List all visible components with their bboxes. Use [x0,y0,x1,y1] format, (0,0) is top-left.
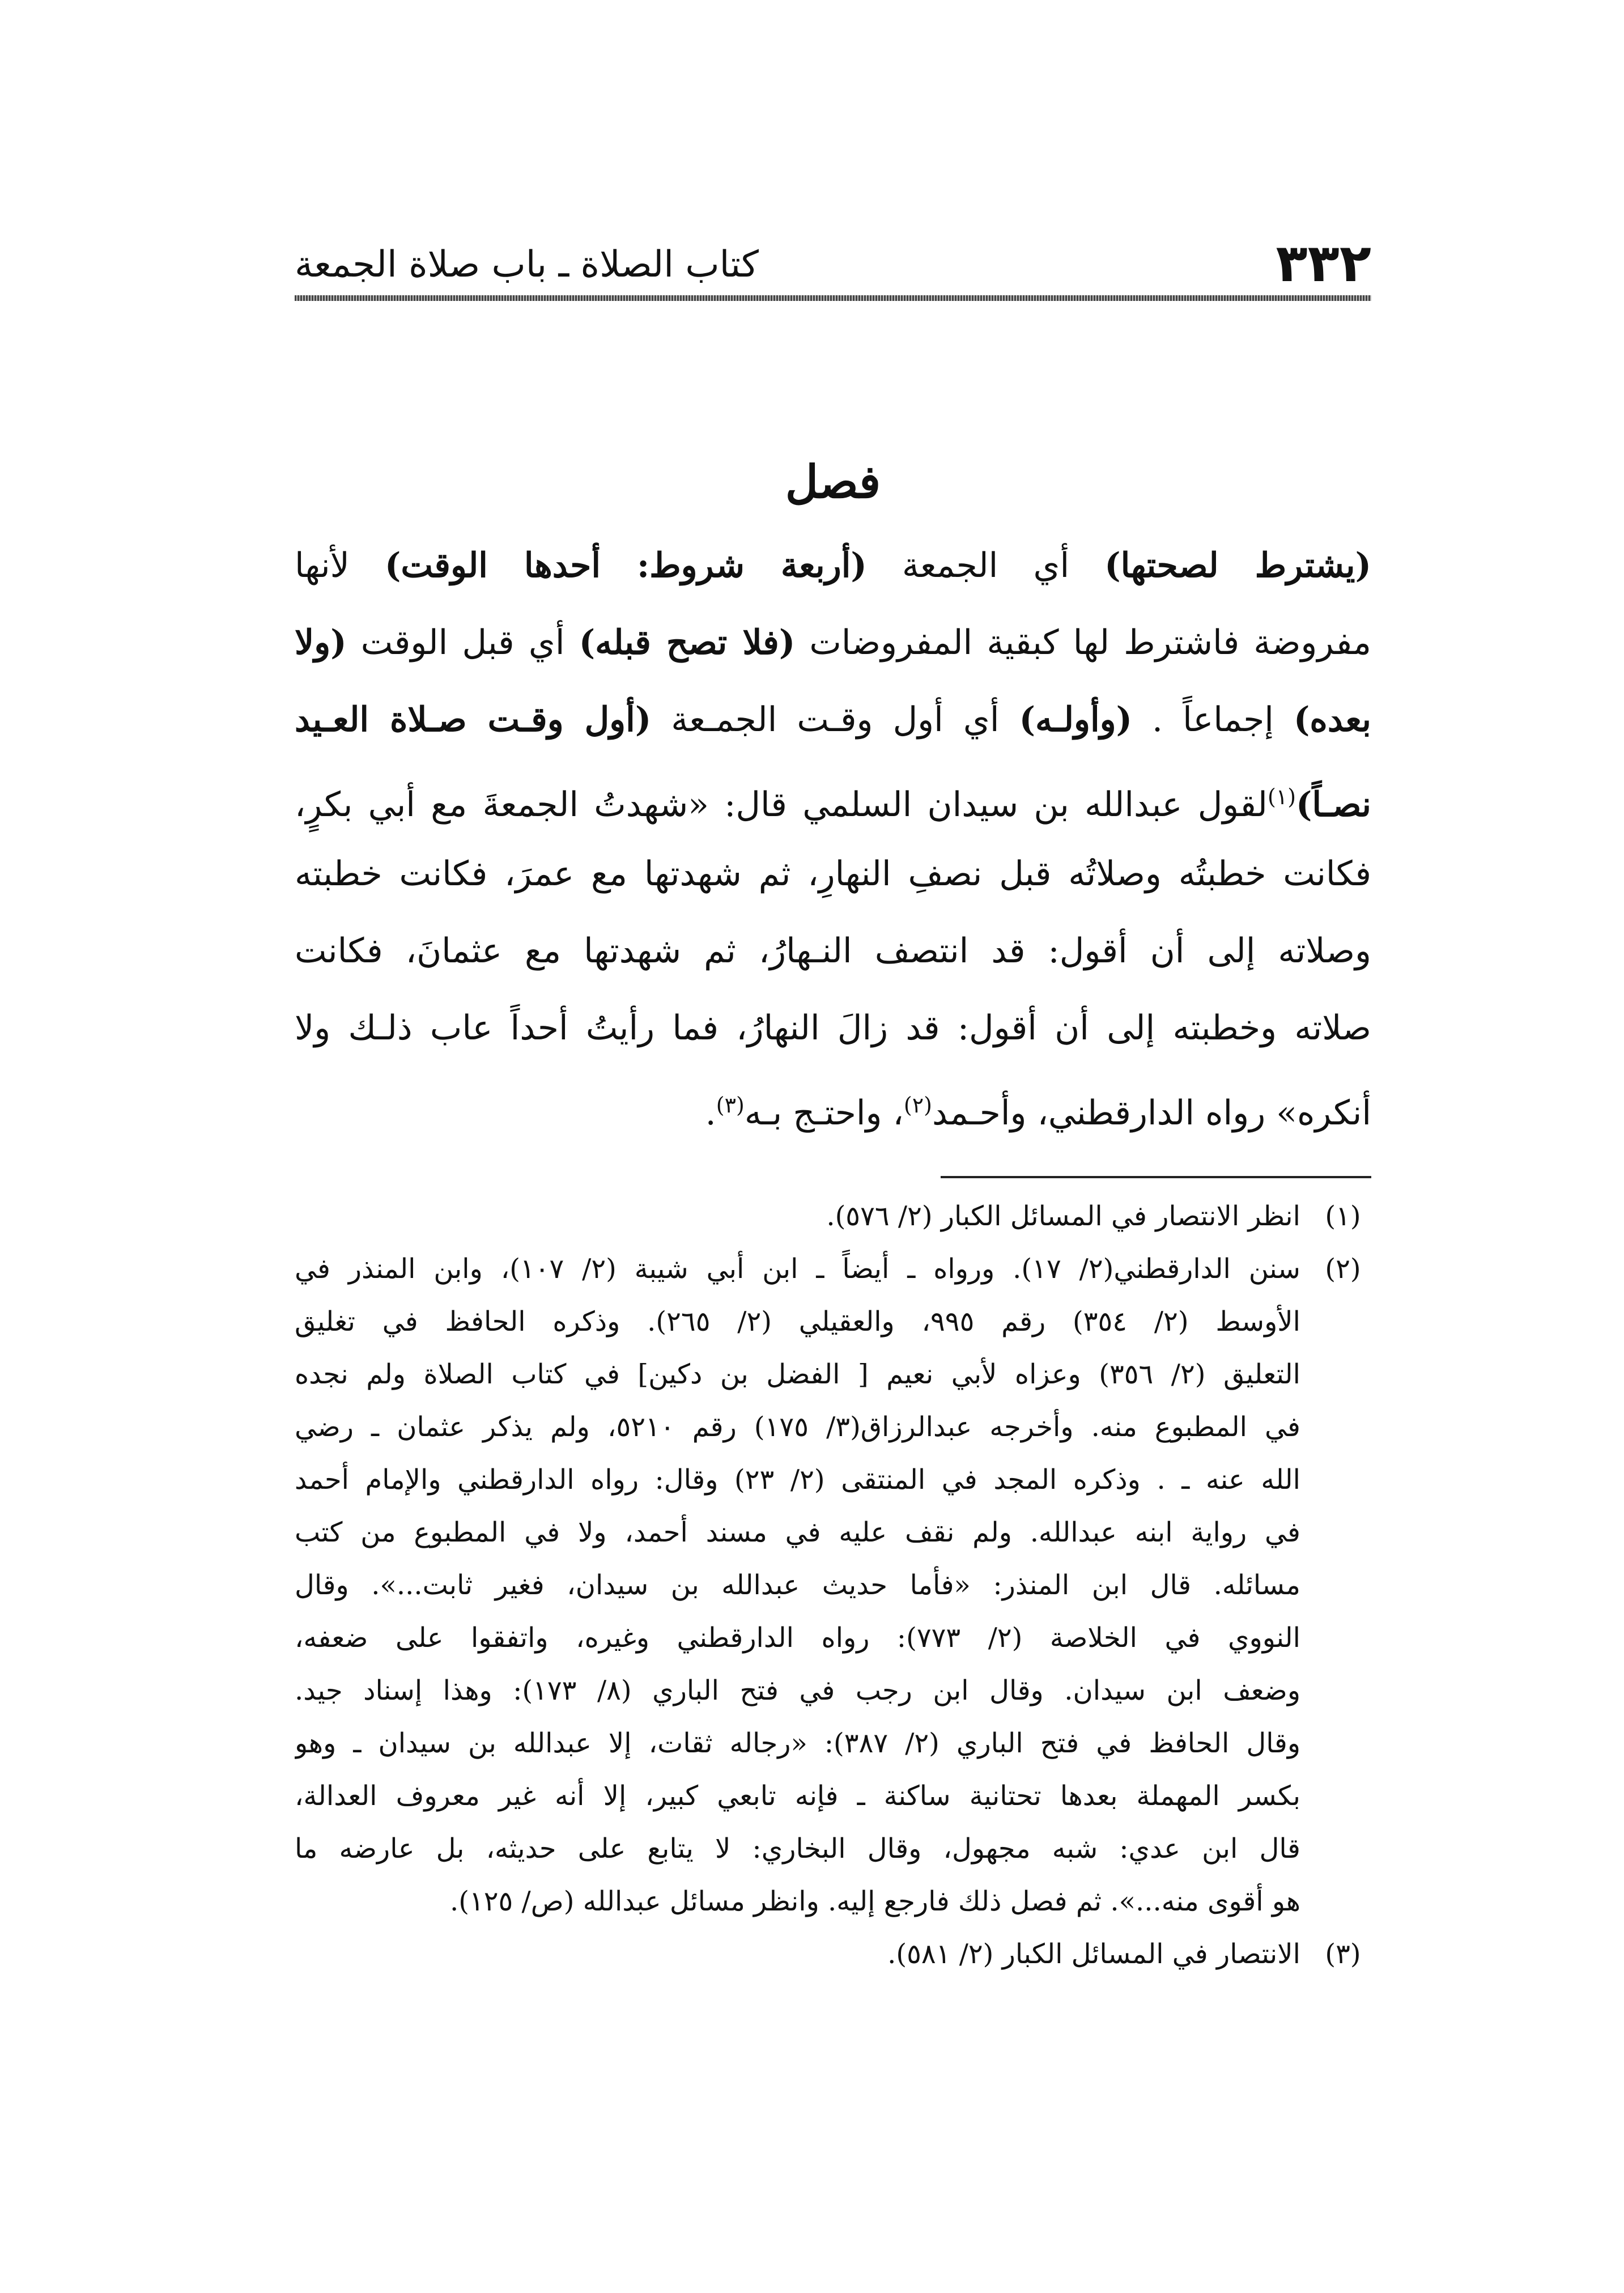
footnote-1 [295,1190,1371,1243]
footnote-line: بكسر المهملة بعدها تحتانية ساكنة ـ فإنه تابعي كبير، إلا أنه غير معروف العدالة، [295,1780,1300,1812]
text-run: . [705,1093,716,1133]
footnote-line: انظر الانتصار في المسائل الكبار (٢/ ٥٧٦). [826,1200,1300,1232]
footnote-line: التعليق (٢/ ٣٥٦) وعزاه لأبي نعيم [ الفضل بن دكين] في كتاب الصلاة ولم نجده [295,1358,1300,1390]
main-line: صلاته وخطبته إلى أن أقول: قد زالَ النهارُ، فما رأيتُ أحداً عاب ذلـك ولا [295,1008,1371,1048]
text-run: مفروضة فاشترط لها كبقية المفروضات [795,623,1371,663]
footnote-line: سنن الدارقطني(٢/ ١٧). ورواه ـ أيضاً ـ ابن أبي شيبة (٢/ ١٠٧)، وابن المنذر في [295,1253,1300,1285]
main-line [295,681,1371,758]
bold-phrase: (يشترط لصحتها) [1104,546,1371,585]
footnote-line: الأوسط (٢/ ٣٥٤) رقم ٩٩٥، والعقيلي (٢/ ٢٦٥). وذكره الحافظ في تغليق [295,1306,1300,1337]
footnotes [295,1190,1371,1981]
footnote-line: مسائله. قال ابن المنذر: «فأما حديث عبدالله بن سيدان، فغير ثابت...». وقال [295,1569,1300,1601]
footnote-separator [941,1176,1371,1178]
page-header [295,224,1371,309]
footnote-line: الله عنه ـ . وذكره المجد في المنتقى (٢/ ٢٣) وقال: رواه الدارقطني والإمام أحمد [295,1464,1300,1496]
main-line [295,527,1371,604]
bold-phrase: (وأولـه) [1019,700,1132,740]
bold-phrase: (أول وقـت صـلاة العـيد [295,700,652,740]
bold-phrase: بعده) [1294,700,1371,740]
bold-phrase: (أربعة شروط: أحدها الوقت) [384,546,867,585]
footnote-ref[interactable]: (٢) [903,1093,932,1118]
footnote-number: (٣) [1325,1938,1361,1970]
footnote-line: في المطبوع منه. وأخرجه عبدالرزاق(٣/ ١٧٥) رقم ٥٢١٠، ولم يذكر عثمان ـ رضي [295,1411,1300,1443]
footnote-line: وقال الحافظ في فتح الباري (٢/ ٣٨٧): «رجاله ثقات، إلا عبدالله بن سيدان ـ وهو [295,1727,1300,1759]
footnote-ref[interactable]: (١) [1267,784,1296,809]
footnote-number: (١) [1325,1200,1361,1232]
running-title: كتاب الصلاة ـ باب صلاة الجمعة [295,244,759,286]
text-run: أي قبل الوقت [346,623,579,663]
main-line: وصلاته إلى أن أقول: قد انتصف النـهارُ، ثم شهدتها مع عثمانَ، فكانت [295,931,1371,971]
bold-phrase: نصـاً) [1296,785,1371,825]
page-number: ٣٣٢ [1276,233,1371,294]
bold-phrase: (فلا تصح قبله) [579,623,796,663]
main-line [295,604,1371,681]
footnote-ref[interactable]: (٣) [716,1093,745,1118]
text-run: لقول عبدالله بن سيدان السلمي قال: «شهدتُ الجمعةَ مع أبي بكرٍ، [295,785,1268,825]
main-line: فكانت خطبتُه وصلاتُه قبل نصفِ النهارِ، ثم شهدتها مع عمرَ، فكانت خطبته [295,854,1371,894]
footnote-line: النووي في الخلاصة (٢/ ٧٧٣): رواه الدارقطني وغيره، واتفقوا على ضعفه، [295,1622,1300,1654]
footnote-line: قال ابن عدي: شبه مجهول، وقال البخاري: لا يتابع على حديثه، بل عارضه ما [295,1833,1300,1865]
section-heading: فصل [785,455,881,508]
footnote-line: وضعف ابن سيدان. وقال ابن رجب في فتح الباري (٨/ ١٧٣): وهذا إسناد جيد. [295,1675,1300,1706]
footnote-3 [295,1928,1371,1981]
text-run: لأنها [295,546,385,585]
header-rule [295,295,1371,301]
footnote-line: في رواية ابنه عبدالله. ولم نقف عليه في مسند أحمد، ولا في المطبوع من كتب [295,1517,1300,1548]
text-run: إجماعاً . [1132,700,1294,740]
footnote-number: (٢) [1325,1253,1361,1285]
footnote-2 [295,1243,1371,1928]
text-run: أنكره» رواه الدارقطني، وأحـمد [932,1093,1371,1133]
text-run: أي أول وقـت الجمـعة [651,700,1019,740]
main-text [295,527,1371,1144]
main-line [295,758,1371,835]
bold-phrase: (ولا [295,623,347,663]
footnote-line: هو أقوى منه...». ثم فصل ذلك فارجع إليه. وانظر مسائل عبدالله (ص/ ١٢٥). [449,1886,1300,1917]
text-run: أي الجمعة [866,546,1105,585]
text-run: ، واحتـج بـه [744,1093,904,1133]
footnote-line: الانتصار في المسائل الكبار (٢/ ٥٨١). [887,1938,1300,1970]
main-line [295,1067,1371,1144]
